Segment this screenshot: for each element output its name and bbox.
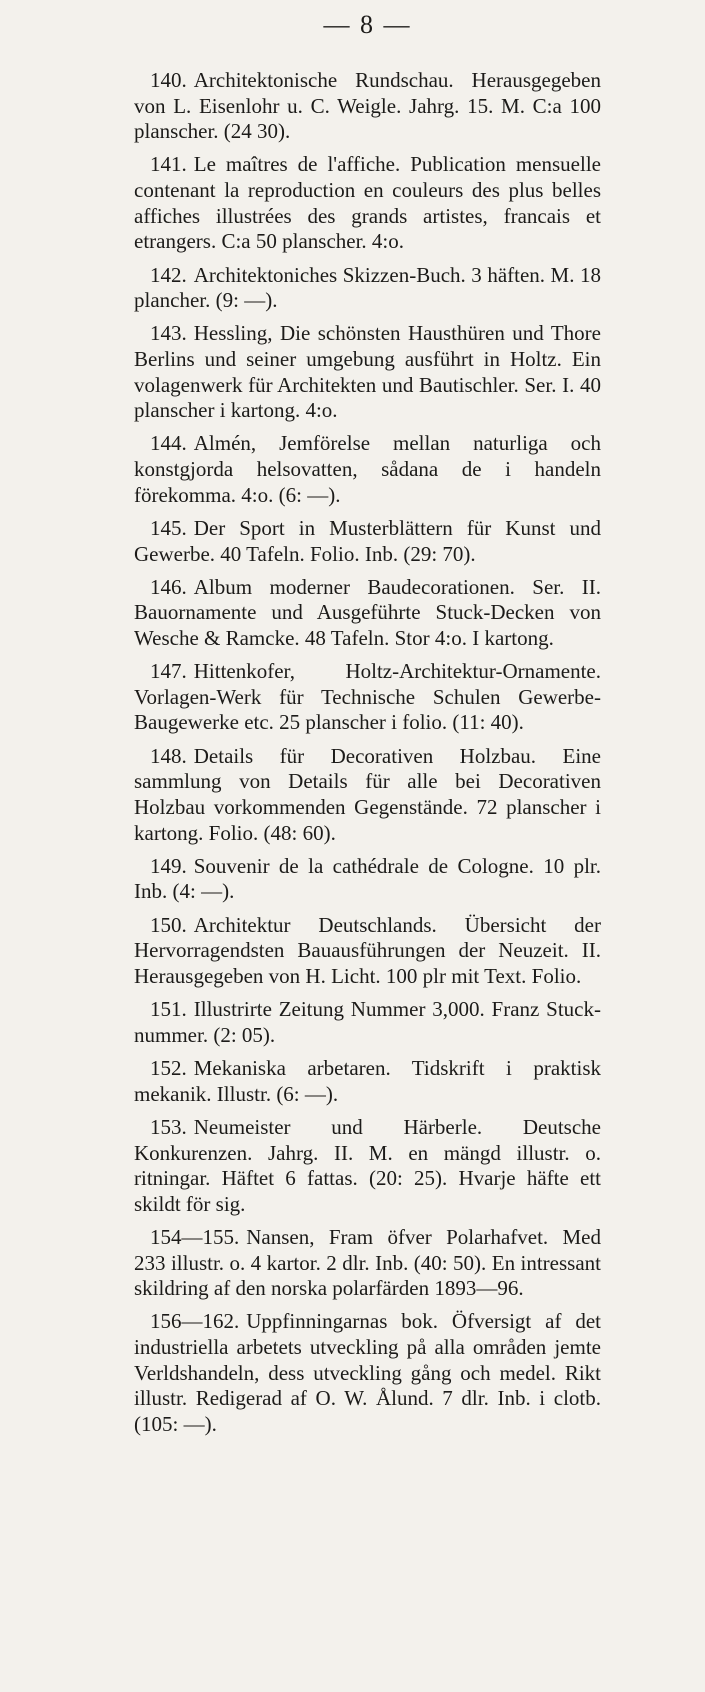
entry-number: 150. bbox=[150, 912, 187, 937]
page-number: — 8 — bbox=[323, 10, 412, 39]
entry-text: Le maîtres de l'affiche. Publication mensuelle contenant la reproduction en couleurs des plus belles affiches illustrées des grands artistes, francais et etrangers. C:a 50 planscher. 4:o. bbox=[134, 152, 601, 254]
entry-text: Der Sport in Musterblättern für Kunst und Gewerbe. 40 Tafeln. Folio. Inb. (29: 70). bbox=[134, 515, 601, 566]
entry-number: 142. bbox=[150, 262, 187, 287]
catalog-page bbox=[134, 8, 601, 1445]
entry-number: 144. bbox=[150, 431, 187, 456]
entry-text: Illustrirte Zeitung Nummer 3,000. Franz Stuck-nummer. (2: 05). bbox=[134, 997, 601, 1047]
entry-number: 145. bbox=[150, 515, 187, 540]
entry-number: 148. bbox=[150, 743, 187, 768]
entry-number: 140. bbox=[150, 68, 187, 92]
catalog-entry bbox=[134, 997, 601, 1048]
entry-text: Neumeister und Härberle. Deutsche Konkurenzen. Jahrg. II. M. en mängd illustr. o. ritningar. Häftet 6 fattas. (20: 25). Hvarje häfte ett skildt för sig. bbox=[134, 1114, 601, 1216]
entry-text: Hittenkofer, Holtz-Architektur-Ornamente. Vorlagen-Werk für Technische Schulen Gewerbe-Baugewerke etc. 25 planscher i folio. (11: 40). bbox=[134, 659, 601, 735]
entry-number: 154—155. bbox=[150, 1224, 240, 1249]
entry-number: 147. bbox=[150, 659, 187, 684]
entry-text: Architektur Deutschlands. Übersicht der Hervorragendsten Bauausführungen der Neuzeit. II. Herausgegeben von H. Licht. 100 plr mit Text. Folio. bbox=[134, 912, 601, 988]
catalog-entry bbox=[134, 431, 601, 508]
entry-text: Architektonische Rundschau. Herausgegeben von L. Eisenlohr u. C. Weigle. Jahrg. 15. M. C:a 100 planscher. (24 30). bbox=[134, 68, 601, 144]
entry-number: 143. bbox=[150, 321, 187, 346]
catalog-entry bbox=[134, 659, 601, 736]
entry-number: 151. bbox=[150, 997, 187, 1022]
catalog-entry bbox=[134, 854, 601, 905]
entry-list bbox=[134, 68, 601, 1437]
catalog-entry bbox=[134, 575, 601, 652]
entry-number: 153. bbox=[150, 1114, 187, 1139]
entry-number: 152. bbox=[150, 1056, 187, 1081]
entry-text: Details für Decorativen Holzbau. Eine sammlung von Details für alle bei Decorativen Holzbau vorkommenden Gegenstände. 72 planscher i kartong. Folio. (48: 60). bbox=[134, 743, 601, 845]
entry-text: Mekaniska arbetaren. Tidskrift i praktisk mekanik. Illustr. (6: —). bbox=[134, 1056, 601, 1106]
catalog-entry bbox=[134, 68, 601, 145]
entry-text: Uppfinningarnas bok. Öfversigt af det industriella arbetets utveckling på alla områden jemte Verldshandeln, dess utveckling gång och medel. Rikt illustr. Redigerad af O. W. Ålund. 7 dlr. Inb. i clotb. (105: —). bbox=[134, 1309, 601, 1436]
catalog-entry bbox=[134, 1056, 601, 1107]
catalog-entry bbox=[134, 744, 601, 846]
entry-text: Hessling, Die schönsten Hausthüren und Thore Berlins und seiner umgebung ausführt in Holtz. Ein volagenwerk für Architekten und Bautischler. Ser. I. 40 planscher i kartong. 4:o. bbox=[134, 321, 601, 423]
entry-number: 146. bbox=[150, 574, 187, 599]
catalog-entry bbox=[134, 516, 601, 567]
catalog-entry bbox=[134, 152, 601, 254]
entry-text: Nansen, Fram öfver Polarhafvet. Med 233 illustr. o. 4 kartor. 2 dlr. Inb. (40: 50). En intressant skildring af den norska polarfärden 1893—96. bbox=[134, 1224, 601, 1301]
catalog-entry bbox=[134, 1225, 601, 1302]
catalog-entry bbox=[134, 1309, 601, 1437]
entry-number: 141. bbox=[150, 152, 187, 177]
entry-number: 156—162. bbox=[150, 1309, 240, 1334]
catalog-entry bbox=[134, 321, 601, 423]
catalog-entry bbox=[134, 1115, 601, 1217]
catalog-entry bbox=[134, 263, 601, 314]
entry-number: 149. bbox=[150, 853, 187, 878]
catalog-entry bbox=[134, 913, 601, 990]
entry-text: Album moderner Baudecorationen. Ser. II. Bauornamente und Ausgeführte Stuck-Decken von Wesche & Ramcke. 48 Tafeln. Stor 4:o. I kartong. bbox=[134, 574, 601, 650]
entry-text: Almén, Jemförelse mellan naturliga och konstgjorda helsovatten, sådana de i handeln förekomma. 4:o. (6: —). bbox=[134, 431, 601, 507]
entry-text: Souvenir de la cathédrale de Cologne. 10 plr. Inb. (4: —). bbox=[134, 853, 601, 904]
entry-text: Architektoniches Skizzen-Buch. 3 häften. M. 18 plancher. (9: —). bbox=[134, 262, 601, 313]
